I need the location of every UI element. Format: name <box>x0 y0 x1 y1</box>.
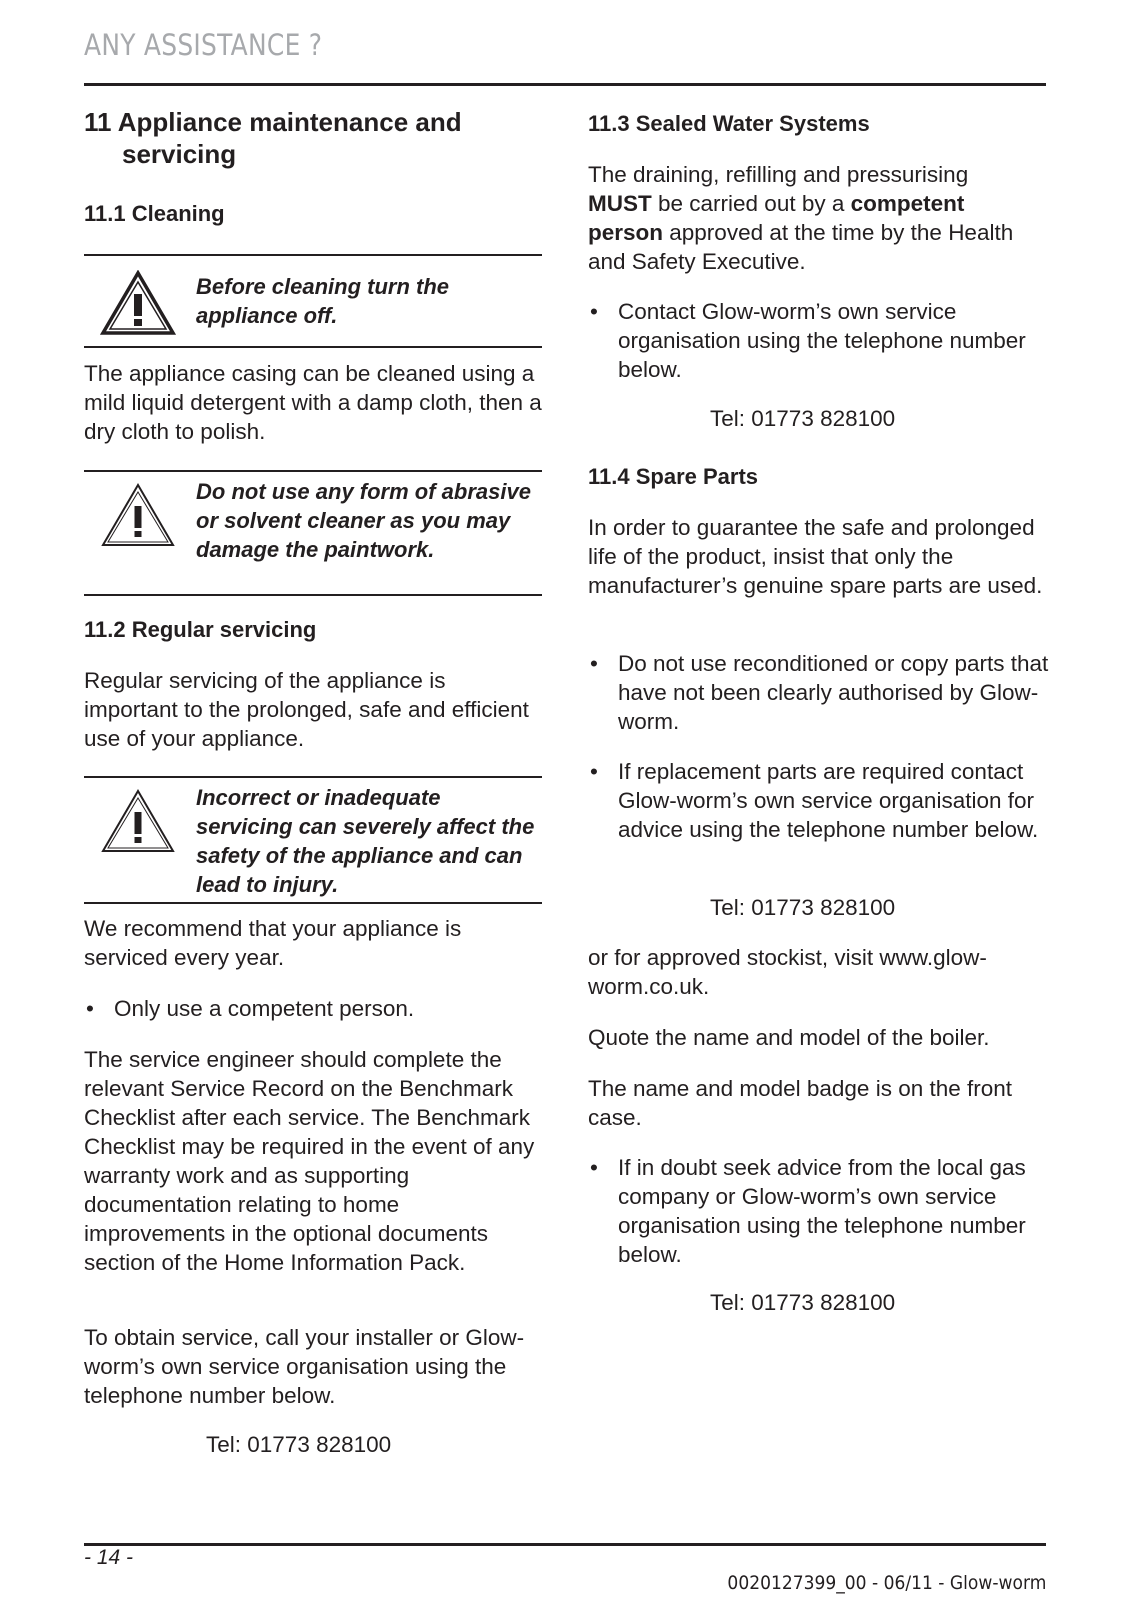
page-number: - 14 - <box>84 1546 134 1569</box>
emphasis-person: person <box>588 220 664 245</box>
paragraph-model-badge: The name and model badge is on the front case. <box>588 1076 1013 1130</box>
paragraph-spare-parts: In order to guarantee the safe and prolonged life of the product, insist that only the manufacturer’s genuine spare parts are used. <box>588 515 1043 598</box>
warning-triangle-icon <box>100 270 176 336</box>
warning-triangle-icon <box>100 788 176 854</box>
warning-text-3: Incorrect or inadequate servicing can severely affect the safety of the appliance and can lead to injury. <box>196 785 535 897</box>
heading-11: 11 Appliance maintenance and servicing <box>84 107 462 169</box>
emphasis-competent: competent <box>850 191 965 216</box>
bullet-dot: • <box>590 1155 598 1180</box>
footer-rule <box>84 1543 1046 1546</box>
bullet-dot: • <box>86 996 94 1021</box>
heading-11-1: 11.1 Cleaning <box>84 201 225 226</box>
paragraph-regular-servicing: Regular servicing of the appliance is important to the prolonged, safe and efficient use of your appliance. <box>84 668 529 751</box>
warning-text-2: Do not use any form of abrasive or solvent cleaner as you may damage the paintwork. <box>196 479 531 562</box>
heading-11-2: 11.2 Regular servicing <box>84 617 317 642</box>
paragraph-sealed-systems <box>588 160 1048 276</box>
warning-box-3 <box>84 776 542 906</box>
paragraph-obtain-service: To obtain service, call your installer or Glow-worm’s own service organisation using the telephone number below. <box>84 1325 525 1408</box>
warning-rule-top <box>84 254 542 256</box>
bullet-competent <box>84 994 554 1023</box>
bullet-text: If replacement parts are required contact Glow-worm’s own service organisation for advice using the telephone number below. <box>618 759 1039 842</box>
bullet-text: Do not use reconditioned or copy parts that have not been clearly authorised by Glow-worm. <box>618 651 1049 734</box>
warning-rule-top <box>84 776 542 778</box>
paragraph-recommend: We recommend that your appliance is serviced every year. <box>84 916 462 970</box>
bullet-in-doubt <box>588 1153 1058 1269</box>
paragraph-service-engineer: The service engineer should complete the relevant Service Record on the Benchmark Checklist after each service. The Benchmark Checklist may be required in the event of any warranty work and as supporting documentation relating to home improvements in the optional documents section of the Home Information Pack. <box>84 1047 535 1275</box>
section-header: ANY ASSISTANCE ? <box>84 28 323 62</box>
telephone-number: Tel: 01773 828100 <box>206 1432 392 1457</box>
warning-triangle-icon <box>100 482 176 548</box>
telephone-number: Tel: 01773 828100 <box>710 895 896 920</box>
warning-text-1: Before cleaning turn the appliance off. <box>196 274 450 328</box>
bullet-dot: • <box>590 759 598 784</box>
header-rule <box>84 83 1046 86</box>
bullet-reconditioned <box>588 649 1058 736</box>
bullet-text: Only use a competent person. <box>114 996 415 1021</box>
paragraph-cleaning: The appliance casing can be cleaned using a mild liquid detergent with a damp cloth, then a dry cloth to polish. <box>84 361 542 444</box>
warning-rule-top <box>84 470 542 472</box>
text-run: The draining, refilling and pressurising <box>588 162 969 187</box>
warning-rule-bottom <box>84 902 542 904</box>
paragraph-quote-name: Quote the name and model of the boiler. <box>588 1025 990 1050</box>
text-run: approved at the time by the Health and Safety Executive. <box>588 220 1014 274</box>
paragraph-stockist: or for approved stockist, visit www.glow-worm.co.uk. <box>588 945 987 999</box>
heading-11-4: 11.4 Spare Parts <box>588 464 759 489</box>
telephone-number: Tel: 01773 828100 <box>710 1290 896 1315</box>
heading-11-3: 11.3 Sealed Water Systems <box>588 111 870 136</box>
bullet-dot: • <box>590 651 598 676</box>
bullet-replacement <box>588 757 1058 844</box>
emphasis-must: MUST <box>588 191 652 216</box>
document-reference: 0020127399_00 - 06/11 - Glow-worm <box>727 1572 1046 1594</box>
warning-box-1 <box>84 254 542 348</box>
telephone-number: Tel: 01773 828100 <box>710 406 896 431</box>
text-run: be carried out by a <box>651 191 851 216</box>
bullet-dot: • <box>590 299 598 324</box>
bullet-text: If in doubt seek advice from the local gas company or Glow-worm’s own service organisation using the telephone number below. <box>618 1155 1026 1267</box>
bullet-contact <box>588 297 1058 384</box>
warning-rule-bottom <box>84 594 542 596</box>
warning-rule-bottom <box>84 346 542 348</box>
bullet-text: Contact Glow-worm’s own service organisation using the telephone number below. <box>618 299 1026 382</box>
warning-box-2 <box>84 470 542 598</box>
